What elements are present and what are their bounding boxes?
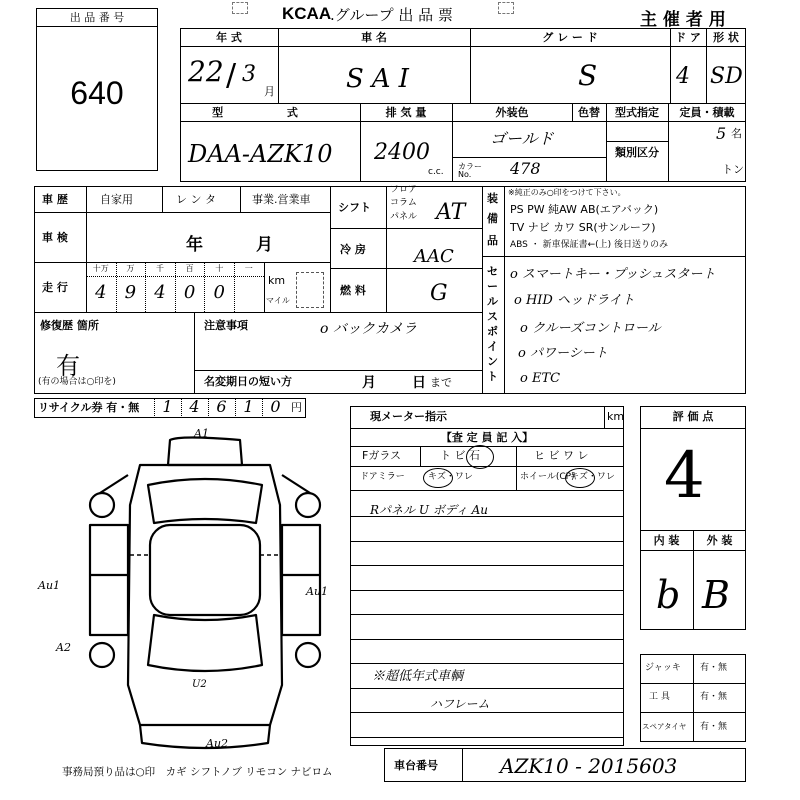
mirror-label: ドアミラー (360, 472, 405, 482)
spare-yn: 有・無 (700, 722, 728, 732)
inspection-label: 車 検 (42, 231, 68, 244)
remark-3: ハフレーム (430, 697, 490, 711)
selling-points-label-char: セ (487, 265, 498, 278)
mileage-unit: 十 (215, 264, 224, 273)
mirror-options: キズ・ワレ (428, 472, 473, 482)
inspection-year: 年 (186, 235, 203, 255)
mirror-circle (423, 468, 453, 488)
inspection-rule (350, 663, 624, 664)
model-value: DAA-AZK10 (188, 140, 333, 168)
mileage-label: 走 行 (42, 281, 68, 294)
appraiser-label: 【査 定 員 記 入】 (440, 431, 534, 444)
chassis-value: AZK10 - 2015603 (500, 754, 678, 778)
jack-yn: 有・無 (700, 663, 728, 673)
grade-value: S (578, 59, 598, 92)
recycle-label: リサイクル券 有・無 (38, 401, 140, 414)
punch-mark-left (232, 2, 248, 14)
glass-label: Fガラス (362, 449, 401, 462)
mileage-unit: 十万 (92, 264, 109, 273)
mileage-unit: 千 (155, 264, 164, 273)
repair-label: 修復歴 箇所 (40, 319, 99, 332)
recycle-digit: 1 (243, 397, 254, 416)
mile-checkbox (296, 272, 324, 308)
mileage-digit: 0 (213, 282, 225, 303)
selling-points-label-char: ス (487, 310, 498, 323)
jack-label: ジャッキ (645, 663, 681, 673)
color-no-value: 478 (510, 159, 541, 178)
period-month: 月 (362, 375, 376, 391)
selling-point-1: o スマートキー・プッシュスタート (510, 267, 716, 282)
cc-unit: c.c. (428, 167, 444, 177)
capacity-label: 定員・積載 (679, 106, 735, 119)
color-change-label: 色替 (578, 106, 600, 119)
displacement-label: 排 気 量 (385, 106, 427, 119)
ac-value: AAC (414, 246, 454, 267)
history-option-private: 自家用 (100, 193, 133, 206)
mileage-digit: 4 (95, 282, 107, 303)
damage-mark-rear-upper: U2 (192, 679, 207, 690)
inspection-month: 月 (256, 235, 273, 255)
recycle-digit: 6 (216, 397, 227, 416)
period-until: まで (430, 376, 452, 389)
inspection-rule (350, 688, 624, 689)
punch-mark-right (498, 2, 514, 14)
wheel-circle (565, 468, 595, 488)
fuel-label: 燃 料 (340, 284, 366, 297)
history-label: 車 歴 (42, 193, 68, 206)
car-diagram (30, 425, 350, 765)
model-label: 型 式 (212, 106, 328, 119)
equipment-row-1: PS PW 純AW AB(エアバック) (510, 203, 659, 216)
mileage-unit: 一 (244, 264, 253, 273)
year-value: 22 (188, 55, 224, 88)
month-value: 3 (242, 62, 256, 87)
name-label: 車 名 (361, 31, 387, 44)
selling-points-label-char: イ (487, 340, 498, 353)
meter-label: 現メーター指示 (370, 410, 447, 423)
lot-number: 640 (70, 75, 124, 111)
damage-mark-front: A1 (194, 427, 209, 440)
equipment-label-2: 備 (487, 212, 498, 225)
capacity-value: 5 (716, 124, 727, 143)
equipment-row-3: ABS ・ 新車保証書←(上) 後日送りのみ (510, 240, 669, 250)
inspection-rule (350, 614, 624, 615)
exterior-label: 外 装 (706, 534, 733, 547)
grade-label: 評 価 点 (672, 410, 714, 423)
repair-note: (有の場合は○印を) (38, 377, 116, 387)
km-label: km (268, 274, 286, 287)
damage-mark-right: Au1 (306, 585, 329, 598)
equipment-note: ※純正のみ○印をつけて下さい。 (508, 188, 626, 197)
displacement-value: 2400 (374, 140, 430, 165)
interior-label: 内 装 (653, 534, 680, 547)
selling-points-label-char: ポ (487, 325, 498, 338)
shift-value: AT (436, 200, 466, 225)
interior-value: b (656, 573, 681, 617)
history-option-rental: レ ン タ (176, 193, 216, 206)
inspection-rule (350, 712, 624, 713)
notes-label: 注意事項 (204, 319, 248, 332)
shift-option-floor: フロア (390, 185, 418, 195)
equipment-label-3: 品 (487, 234, 498, 247)
chassis-label: 車台番号 (394, 759, 438, 772)
short-period-label: 名変期日の短い方 (204, 375, 292, 388)
mileage-digit: 0 (183, 282, 196, 303)
inspection-rule (350, 639, 624, 640)
tools-yn: 有・無 (700, 692, 728, 702)
doors-label: ド ア (675, 31, 701, 44)
notes-value: o バックカメラ (320, 321, 417, 337)
inspection-rule (350, 590, 624, 591)
selling-point-5: o ETC (520, 371, 561, 386)
year-slash: / (226, 58, 237, 93)
body-label: 形 状 (713, 31, 739, 44)
mileage-digit: 4 (154, 282, 166, 303)
month-unit: 月 (264, 85, 275, 98)
doors-value: 4 (676, 64, 690, 89)
wheel-label: ホイール(CP) (520, 472, 575, 482)
shift-option-column: コラム (390, 198, 417, 208)
inspection-rule (350, 737, 624, 738)
class-label: 類別区分 (615, 146, 659, 159)
chip-circle (466, 445, 494, 469)
glass-option-chip: ト ビ 石 (440, 449, 480, 462)
fuel-value: G (430, 281, 448, 306)
remark-2: ※超低年式車輌 (372, 669, 464, 684)
equipment-row-2: TV ナビ カワ SR(サンルーフ) (510, 221, 656, 234)
brand-logo: KCAA (282, 4, 332, 23)
selling-points-label-char: ン (487, 355, 498, 368)
ac-label: 冷 房 (340, 243, 366, 256)
recycle-digit: 4 (189, 397, 200, 416)
shift-option-panel: パネル (390, 212, 418, 222)
mileage-unit: 百 (185, 264, 194, 273)
equipment-label-1: 装 (487, 192, 498, 205)
meter-unit: km (607, 410, 625, 423)
repair-value: 有 (56, 352, 80, 380)
inspection-rule (350, 565, 624, 566)
color-label: 外装色 (495, 106, 529, 119)
remark-1: Rパネル U ボディ Au (370, 503, 489, 517)
grade-label: グ レ ー ド (542, 31, 598, 44)
items-note: 事務局預り品は○印 カギ シフトノブ リモコン ナビロム (62, 766, 333, 778)
color-no-label: カラー No. (458, 162, 482, 179)
period-day: 日 (412, 375, 426, 391)
tools-label: 工 具 (649, 692, 670, 702)
year-label: 年 式 (216, 31, 242, 44)
mileage-unit-divider (86, 276, 264, 277)
selling-point-4: o パワーシート (518, 346, 608, 361)
sheet-title: .グループ 出 品 票 (330, 6, 453, 24)
ton-unit: トン (722, 163, 744, 176)
damage-mark-rear: Au2 (206, 737, 229, 750)
color-value: ゴールド (490, 129, 554, 148)
inspection-rule (350, 541, 624, 542)
selling-points-label-char: ル (487, 295, 498, 308)
inspection-rule (350, 516, 624, 517)
shift-label: シフト (338, 201, 371, 214)
recycle-digit: 1 (162, 397, 173, 416)
damage-mark-left-rear: A2 (56, 641, 71, 654)
history-option-business: 事業.営業車 (252, 193, 311, 206)
wheel-options: キズ・ワレ (570, 472, 615, 482)
lot-number-label: 出 品 番 号 (69, 11, 125, 24)
damage-mark-left: Au1 (38, 579, 61, 592)
recycle-digit: 0 (270, 397, 281, 416)
mileage-unit: 万 (126, 264, 135, 273)
type-designation-label: 型式指定 (615, 106, 659, 119)
organizer-label: 主 催 者 用 (640, 10, 726, 30)
grade-value: 4 (664, 439, 705, 513)
name-value: SAI (346, 64, 417, 94)
recycle-unit: 円 (291, 401, 302, 414)
glass-option-crack: ヒ ビ ワ レ (534, 449, 589, 462)
exterior-value: B (702, 573, 730, 617)
selling-point-2: o HID ヘッドライト (514, 293, 635, 308)
selling-point-3: o クルーズコントロール (520, 321, 661, 336)
selling-points-label-char: ト (487, 370, 498, 383)
selling-points-label-char: ー (487, 280, 498, 293)
body-value: SD (710, 64, 743, 89)
capacity-unit: 名 (731, 127, 742, 140)
mile-label: マイル (266, 296, 290, 305)
mileage-digit: 9 (124, 282, 137, 303)
mileage-divider (264, 262, 265, 312)
spare-label: スペアタイヤ (642, 722, 687, 731)
